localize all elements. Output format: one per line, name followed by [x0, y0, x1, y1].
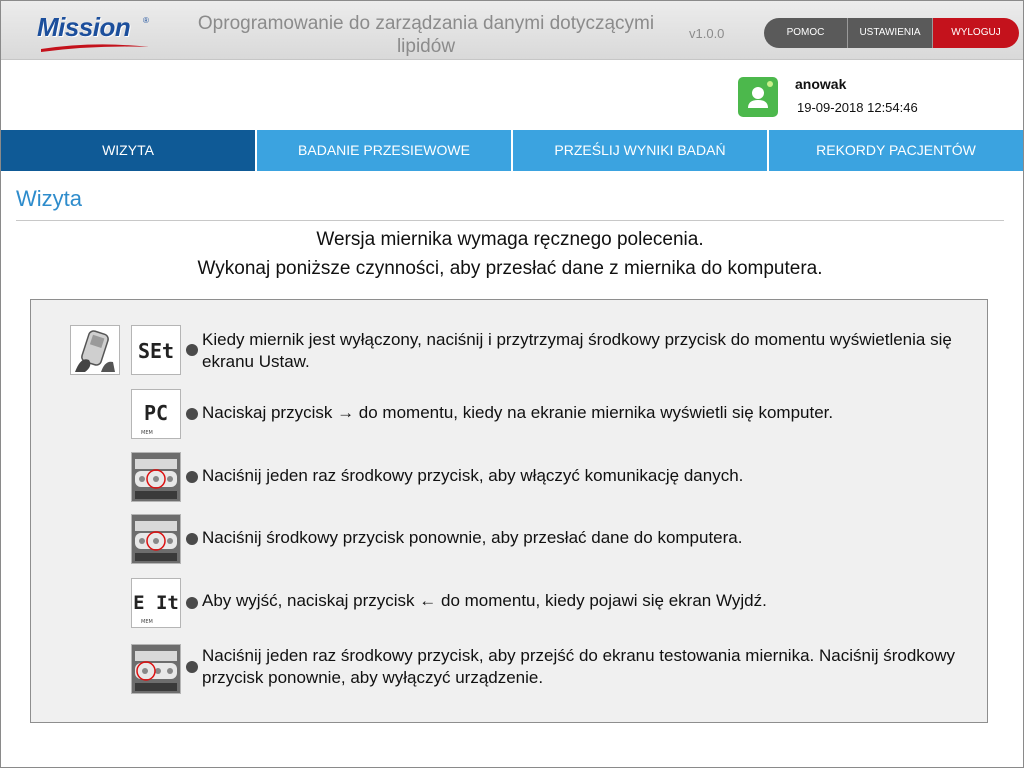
meter-hand-icon — [70, 325, 120, 375]
tab-przeslij-wyniki[interactable]: PRZEŚLIJ WYNIKI BADAŃ — [513, 130, 769, 171]
meter-display-pc-icon — [131, 389, 181, 439]
meter-middle-button-icon — [131, 514, 181, 564]
meter-display-exit-icon — [131, 578, 181, 628]
meter-display-set-icon — [131, 325, 181, 375]
title-divider — [16, 220, 1004, 221]
display-text-pc: PC — [143, 401, 169, 425]
display-subtext-mem: MEM — [141, 619, 153, 625]
tab-wizyta[interactable]: WIZYTA — [1, 130, 257, 171]
app-title: Oprogramowanie do zarządzania danymi dotyczącymi lipidów — [197, 13, 655, 57]
step-bullet — [186, 533, 198, 545]
logout-button[interactable]: WYLOGUJ — [933, 18, 1019, 48]
top-nav — [764, 18, 1019, 48]
tab-badanie-przesiewowe[interactable]: BADANIE PRZESIEWOWE — [257, 130, 513, 171]
help-button[interactable]: POMOC — [764, 18, 848, 48]
app-header — [1, 1, 1023, 60]
step-bullet — [186, 344, 198, 356]
step-6-text: Naciśnij jeden raz środkowy przycisk, aby przejść do ekranu testowania miernika. Naciśnij środkowy przycisk ponownie, aby wyłączyć urządzenie. — [202, 646, 956, 687]
main-tabs — [1, 130, 1023, 171]
mission-logo — [37, 12, 153, 54]
page-title: Wizyta — [16, 186, 82, 211]
current-timestamp: 19-09-2018 12:54:46 — [797, 100, 918, 115]
user-avatar-icon — [738, 77, 778, 117]
step-bullet — [186, 597, 198, 609]
settings-button[interactable]: USTAWIENIA — [848, 18, 933, 48]
step-bullet — [186, 661, 198, 673]
display-text-set: SEt — [137, 339, 175, 363]
logo-registered-mark: ® — [143, 16, 149, 25]
step-4-text: Naciśnij środkowy przycisk ponownie, aby przesłać dane do komputera. — [202, 528, 743, 547]
version-label: v1.0.0 — [689, 26, 725, 41]
intro-line-1: Wersja miernika wymaga ręcznego polecenia. — [316, 229, 704, 250]
logo-text: Mission — [37, 12, 131, 42]
online-status-dot — [767, 81, 773, 87]
meter-left-button-icon — [131, 644, 181, 694]
tab-rekordy-pacjentow[interactable]: REKORDY PACJENTÓW — [769, 130, 1023, 171]
display-subtext-mem: MEM — [141, 430, 153, 436]
step-1-text: Kiedy miernik jest wyłączony, naciśnij i przytrzymaj środkowy przycisk do momentu wyświetlenia się ekranu Ustaw. — [202, 330, 952, 371]
intro-line-2: Wykonaj poniższe czynności, aby przesłać dane z miernika do komputera. — [197, 258, 823, 279]
step-bullet — [186, 408, 198, 420]
step-2-text: Naciskaj przycisk → do momentu, kiedy na ekranie miernika wyświetli się komputer. — [202, 403, 834, 422]
meter-middle-button-icon — [131, 452, 181, 502]
display-text-exit: E It — [133, 592, 179, 614]
username: anowak — [795, 76, 847, 92]
logo-swoosh-icon — [39, 43, 151, 53]
step-bullet — [186, 471, 198, 483]
step-3-text: Naciśnij jeden raz środkowy przycisk, aby włączyć komunikację danych. — [202, 466, 744, 485]
step-5-text: Aby wyjść, naciskaj przycisk ← do momentu, kiedy pojawi się ekran Wyjdź. — [202, 591, 767, 610]
